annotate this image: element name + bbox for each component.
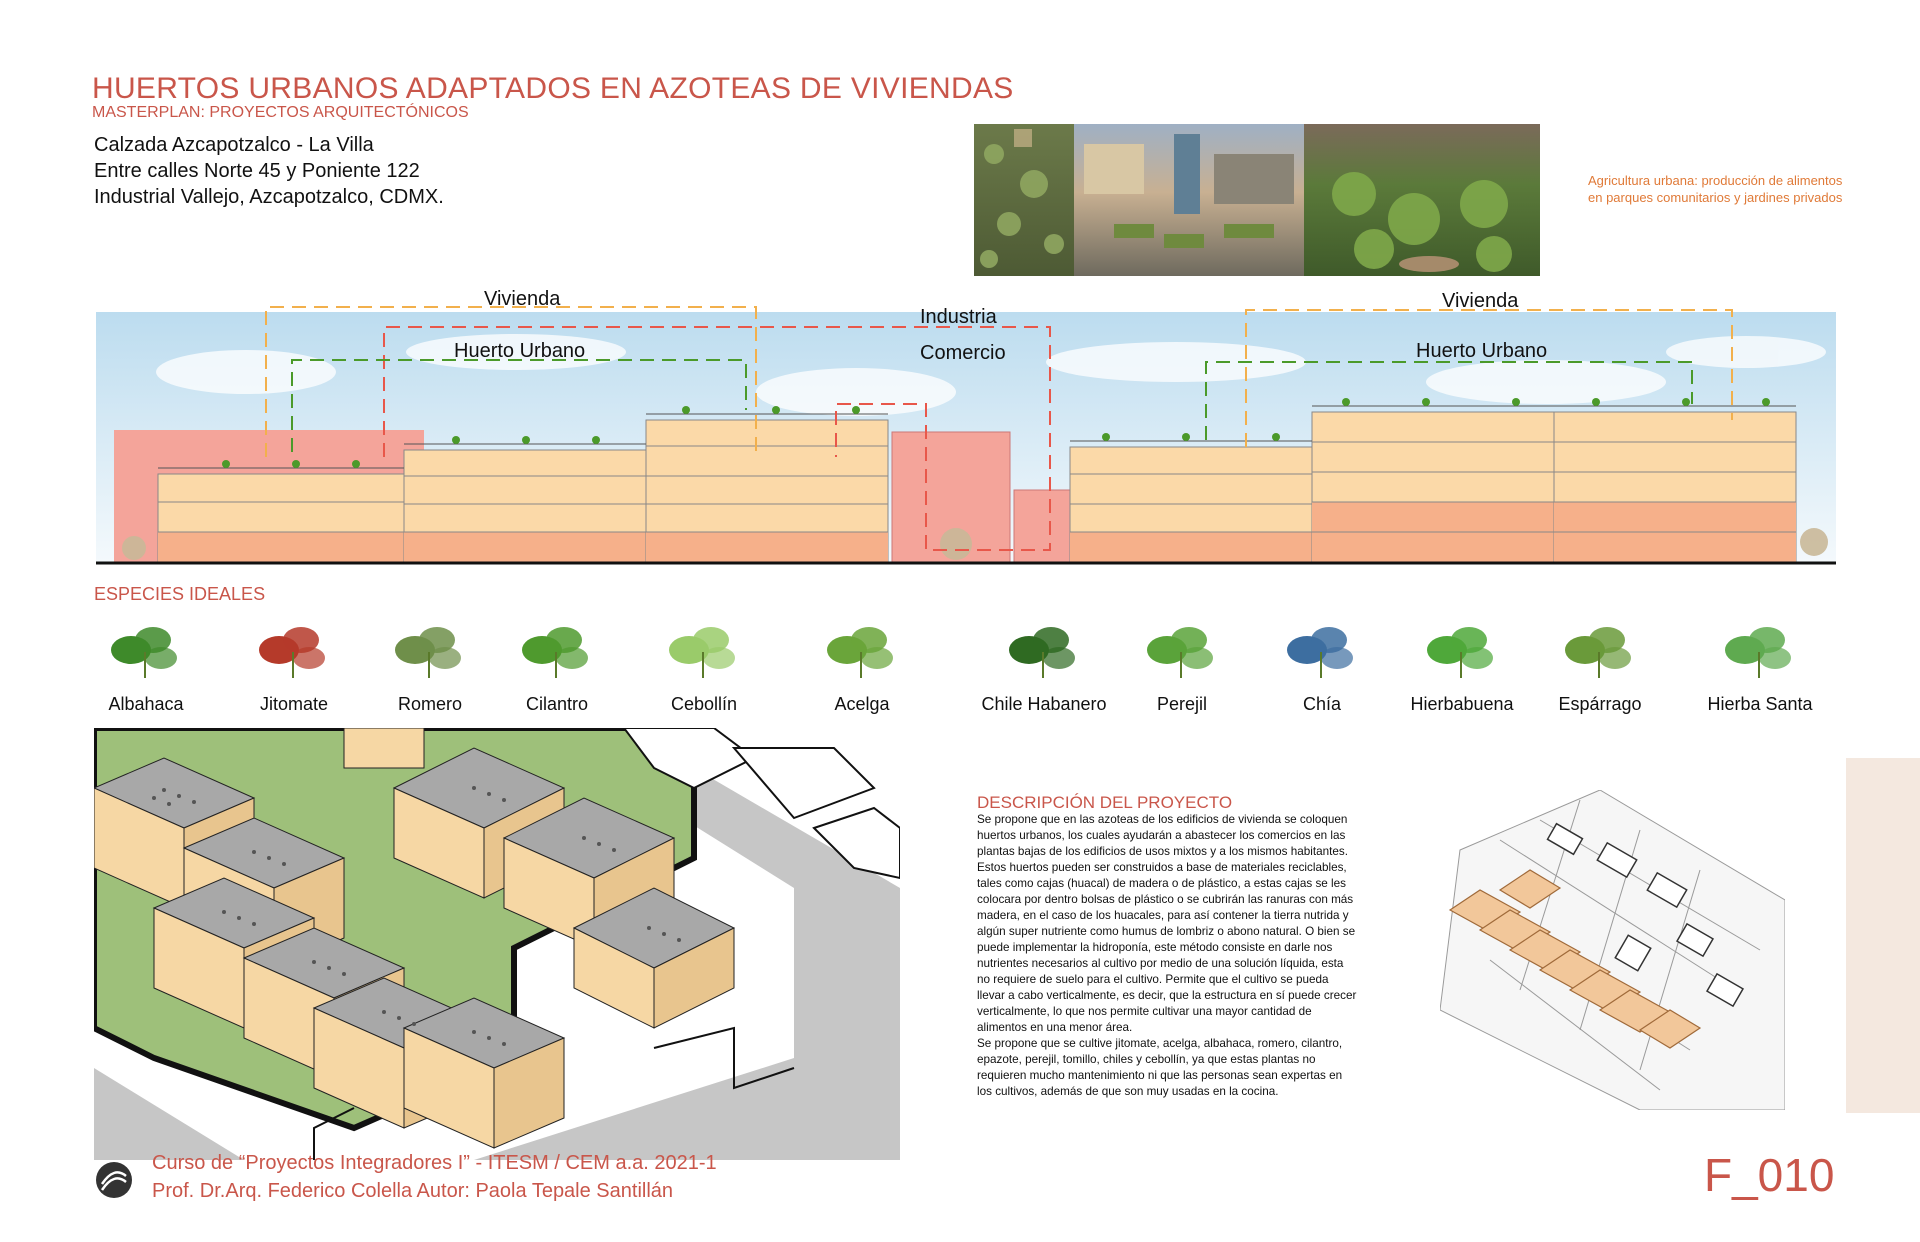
- species-label: Espárrago: [1558, 694, 1642, 714]
- building-left-1: [158, 474, 404, 562]
- description-line: llevar a cabo verticalmente, es decir, que la estructura en sí puede crecer: [977, 989, 1357, 1002]
- address-line: Calzada Azcapotzalco - La Villa: [94, 134, 374, 156]
- label-vivienda-left: Vivienda: [484, 288, 561, 310]
- building-left-3: [646, 420, 888, 562]
- description-line: plantas bajas de los edificios de usos mixtos y a los mismos habitantes.: [977, 845, 1348, 858]
- address-line: Entre calles Norte 45 y Poniente 122: [94, 160, 420, 182]
- description-line: epazote, perejil, tomillo, chiles y cebollín, ya que estas plantas no: [977, 1053, 1316, 1066]
- site-plan-map: [1440, 790, 1785, 1110]
- description-line: los cultivos, además de que son muy usadas en la cocina.: [977, 1085, 1279, 1098]
- description-heading: DESCRIPCIÓN DEL PROYECTO: [977, 793, 1233, 812]
- plant-icon: [512, 612, 602, 682]
- footer-authors: Prof. Dr.Arq. Federico Colella Autor: Paola Tepale Santillán: [152, 1180, 674, 1202]
- label-vivienda-right: Vivienda: [1442, 290, 1519, 312]
- side-accent-panel: [1846, 758, 1920, 1113]
- building-right-1: [1070, 447, 1312, 562]
- plant-icon: [1715, 612, 1805, 682]
- species-heading: ESPECIES IDEALES: [94, 584, 266, 604]
- sheet-number: F_010: [1704, 1149, 1835, 1201]
- label-comercio: Comercio: [920, 342, 1006, 364]
- species-label: Albahaca: [108, 694, 184, 714]
- plant-icon: [249, 612, 339, 682]
- species-label: Chile Habanero: [981, 694, 1107, 714]
- description-line: verticalmente, lo que nos permite cultivar una mayor cantidad de: [977, 1005, 1312, 1018]
- plant-icon: [1277, 612, 1367, 682]
- description-line: puede implementar la hidroponía, este método consiste en darle nos: [977, 941, 1333, 954]
- description-line: huertos urbanos, los cuales ayudarán a abastecer los comercios en las: [977, 829, 1346, 842]
- page-subtitle: MASTERPLAN: PROYECTOS ARQUITECTÓNICOS: [92, 104, 469, 121]
- description-line: nutrientes necesarios al cultivo por medio de una solución líquida, esta: [977, 957, 1344, 970]
- description-line: tales como cajas (huacal) de madera o de plástico, a estas cajas se les: [977, 877, 1346, 890]
- urban-agriculture-photos: [974, 124, 1540, 276]
- description-line: colocara por dentro bolsas de plástico o se cubrirán las ranuras con más: [977, 893, 1354, 906]
- address-block: [94, 132, 444, 210]
- species-label: Romero: [397, 694, 463, 714]
- species-label: Hierbabuena: [1410, 694, 1514, 714]
- label-industria: Industria: [920, 306, 997, 328]
- species-label: Perejil: [1156, 694, 1208, 714]
- page-title: HUERTOS URBANOS ADAPTADOS EN AZOTEAS DE VIVIENDAS: [92, 72, 1014, 105]
- plant-icon: [659, 612, 749, 682]
- plant-icon: [999, 612, 1089, 682]
- description-line: Estos huertos pueden ser construidos a base de materiales reciclables,: [977, 861, 1347, 874]
- building-right-3: [1554, 412, 1796, 562]
- itesm-logo-icon: [94, 1160, 134, 1200]
- species-label: Jitomate: [259, 694, 329, 714]
- isometric-masterplan: [94, 728, 900, 1160]
- photo-caption: Agricultura urbana: producción de alimentos en parques comunitarios y jardines privados: [1588, 173, 1843, 205]
- building-left-2: [404, 450, 646, 562]
- species-label: Cilantro: [525, 694, 589, 714]
- species-label: Acelga: [834, 694, 890, 714]
- description-line: alimentos en una menor área.: [977, 1021, 1133, 1034]
- building-industry-low: [1014, 490, 1070, 562]
- block: [344, 728, 424, 768]
- species-label: Hierba Santa: [1707, 694, 1813, 714]
- plant-icon: [1555, 612, 1645, 682]
- species-label: Cebollín: [670, 694, 738, 714]
- species-label: Chía: [1302, 694, 1342, 714]
- description-line: Se propone que en las azoteas de los edificios de vivienda se coloquen: [977, 813, 1348, 826]
- description-line: Se propone que se cultive jitomate, acelga, albahaca, romero, cilantro,: [977, 1037, 1343, 1050]
- label-huerto-left: Huerto Urbano: [454, 340, 586, 362]
- footer-course: Curso de “Proyectos Integradores I” - ITESM / CEM a.a. 2021-1: [152, 1152, 717, 1174]
- description-line: madera, en el caso de los huacales, para así contener la tierra nutrida y: [977, 909, 1349, 922]
- plant-icon: [385, 612, 475, 682]
- description-line: algún super nutriente como humus de lombriz o abono natural. O bien se: [977, 925, 1356, 938]
- description-line: no requiere de suelo para el cultivo. Permite que el cultivo se pueda: [977, 973, 1329, 986]
- plant-icon: [817, 612, 907, 682]
- building-section-elevation: [96, 292, 1836, 582]
- label-huerto-right: Huerto Urbano: [1416, 340, 1548, 362]
- address-line: Industrial Vallejo, Azcapotzalco, CDMX.: [94, 186, 444, 208]
- plant-icon: [1417, 612, 1507, 682]
- description-body: [977, 812, 1447, 1100]
- plant-icon: [101, 612, 191, 682]
- plant-icon: [1137, 612, 1227, 682]
- building-right-2: [1312, 412, 1554, 562]
- description-line: requieren mucho mantenimiento ni que las personas sean expertas en: [977, 1069, 1343, 1082]
